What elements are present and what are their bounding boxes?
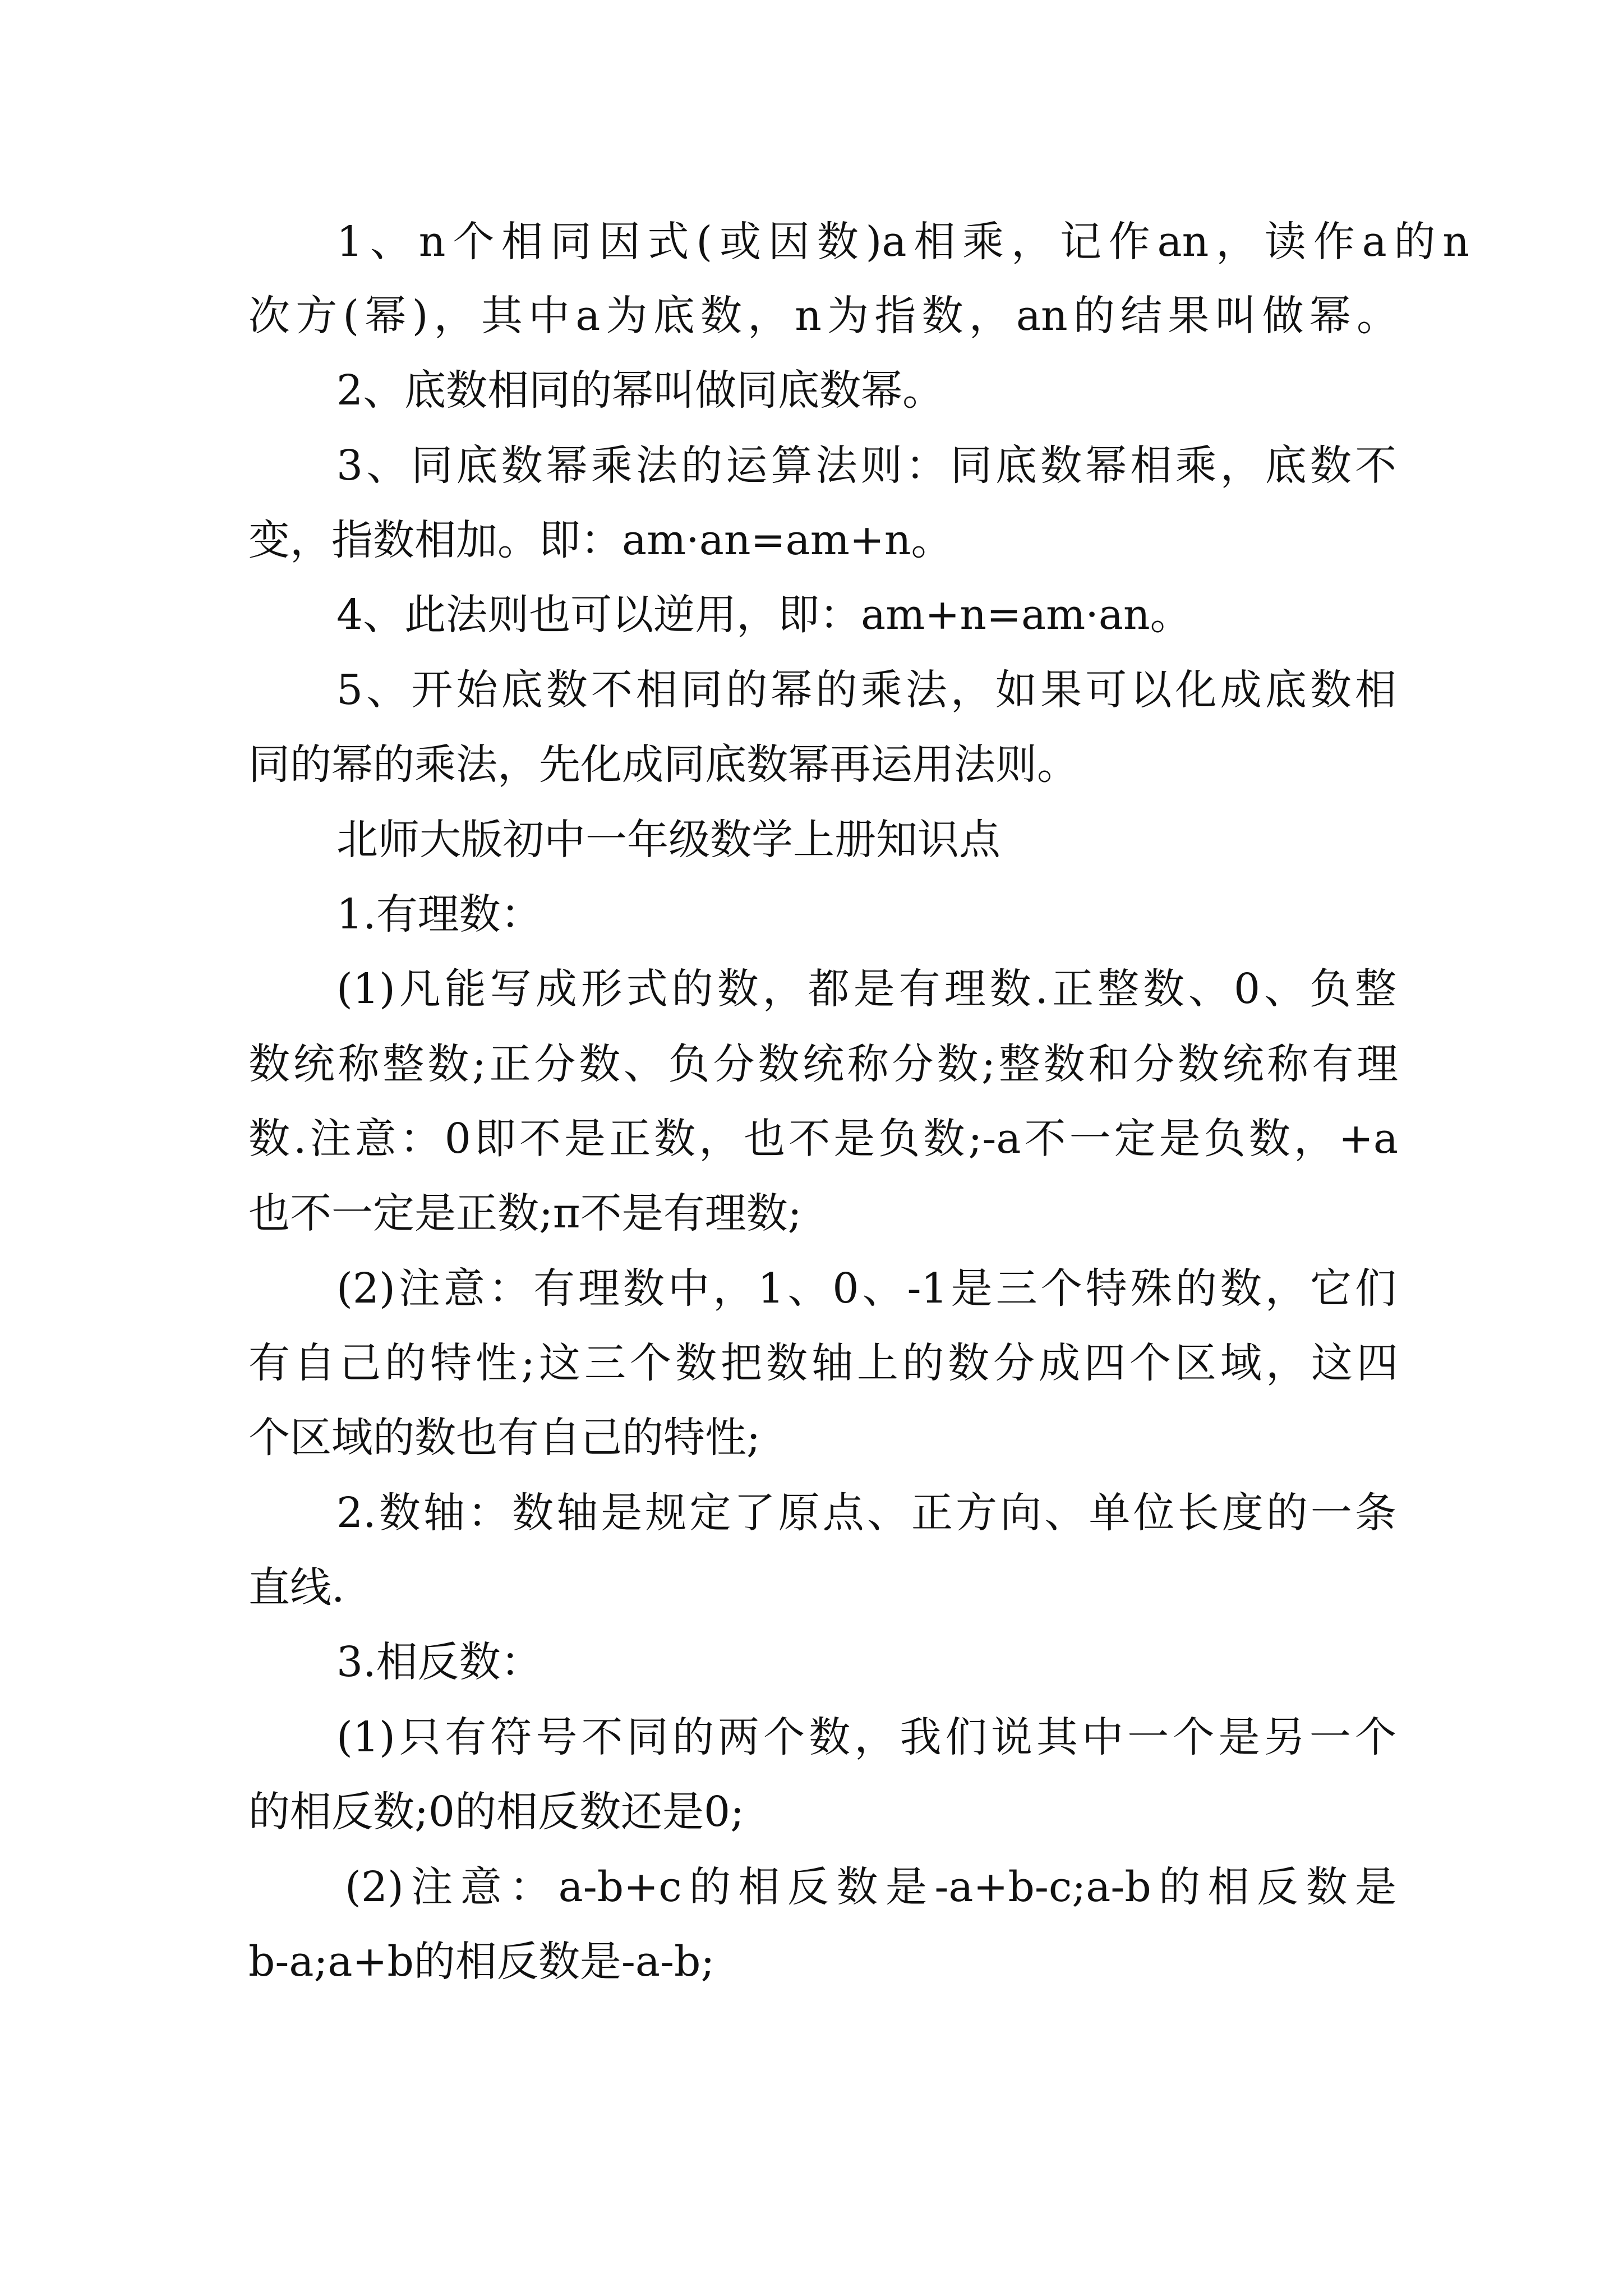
text-line: 有自己的特性;这三个数把数轴上的数分成四个区域，这四 xyxy=(248,1339,1398,1387)
text-line: 也不一定是正数;π不是有理数; xyxy=(248,1189,802,1237)
text-line: 的相反数;0的相反数还是0; xyxy=(248,1788,745,1836)
text-line: 2.数轴：数轴是规定了原点、正方向、单位长度的一条 xyxy=(336,1489,1396,1537)
text-line: 直线. xyxy=(248,1563,345,1612)
text-line: 北师大版初中一年级数学上册知识点 xyxy=(336,816,1000,864)
text-line: 3、同底数幂乘法的运算法则：同底数幂相乘，底数不 xyxy=(336,441,1396,490)
text-line: b-a;a+b的相反数是-a-b; xyxy=(248,1938,715,1986)
text-line: 数.注意：0即不是正数，也不是负数;-a不一定是负数，+a xyxy=(248,1115,1398,1163)
text-line: (2)注意：a-b+c的相反数是-a+b-c;a-b的相反数是 xyxy=(345,1863,1396,1911)
text-line: 2、底数相同的幂叫做同底数幂。 xyxy=(336,366,944,415)
text-line: 变，指数相加。即：am·an=am+n。 xyxy=(248,516,953,564)
text-line: 4、此法则也可以逆用，即：am+n=am·an。 xyxy=(336,591,1192,639)
text-line: 1、n个相同因式(或因数)a相乘，记作an，读作a的n xyxy=(336,218,1469,266)
text-line: 个区域的数也有自己的特性; xyxy=(248,1414,760,1462)
text-line: 同的幂的乘法，先化成同底数幂再运用法则。 xyxy=(248,740,1078,789)
text-line: 次方(幂)，其中a为底数，n为指数，an的结果叫做幂。 xyxy=(248,292,1398,340)
text-line: 5、开始底数不相同的幂的乘法，如果可以化成底数相 xyxy=(336,666,1396,714)
text-line: 3.相反数： xyxy=(336,1638,542,1686)
text-line: (1)凡能写成形式的数，都是有理数.正整数、0、负整 xyxy=(336,965,1396,1013)
text-line: (2)注意：有理数中，1、0、-1是三个特殊的数，它们 xyxy=(336,1264,1396,1313)
text-line: 1.有理数： xyxy=(336,890,542,938)
text-line: (1)只有符号不同的两个数，我们说其中一个是另一个 xyxy=(336,1713,1396,1761)
text-line: 数统称整数;正分数、负分数统称分数;整数和分数统称有理 xyxy=(248,1040,1398,1088)
